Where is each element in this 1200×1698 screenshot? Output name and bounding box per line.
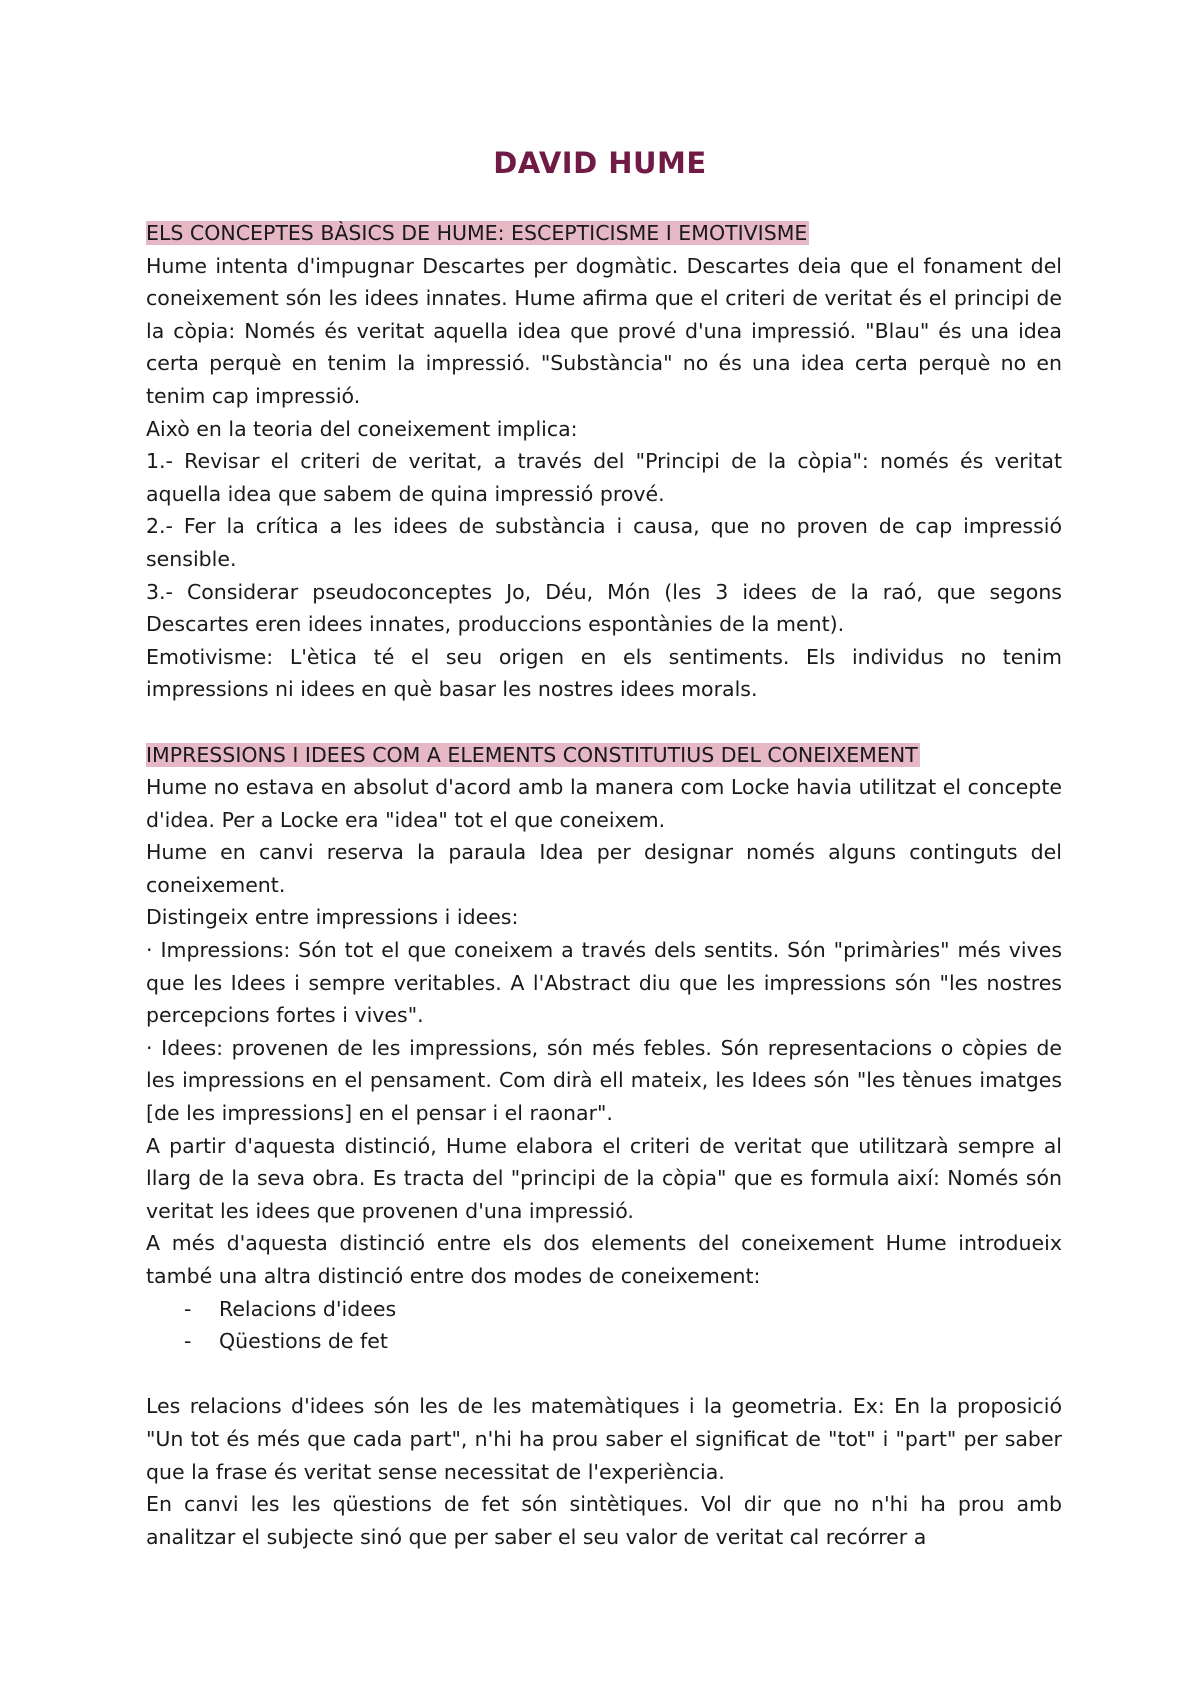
section-heading-basic-concepts [146,217,1062,250]
bullet-paragraph: · Idees: provenen de les impressions, són més febles. Són representacions o còpies de les impressions en el pensament. Com dirà ell mateix, les Idees són "les tènues imatges [de les impressions] en el pensar i el raonar". [146,1035,1062,1126]
list-item-text: Qüestions de fet [219,1329,388,1354]
paragraph: En canvi les les qüestions de fet són sintètiques. Vol dir que no n'hi ha prou amb analitzar el subjecte sinó que per saber el seu valor de veritat cal recórrer a [146,1492,1062,1549]
section-heading-text: IMPRESSIONS I IDEES COM A ELEMENTS CONSTITUTIUS DEL CONEIXEMENT [146,742,918,767]
numbered-paragraph: 2.- Fer la crítica a les idees de substància i causa, que no proven de cap impressió sensible. [146,514,1062,571]
paragraph: Hume intenta d'impugnar Descartes per dogmàtic. Descartes deia que el fonament del coneixement són les idees innates. Hume afirma que el criteri de veritat és el principi de la còpia: Només és veritat aquella idea que prové d'una impressió. "Blau" és una idea certa perquè en tenim la impressió. "Substància" no és una idea certa perquè no en tenim cap impressió. [146,253,1062,408]
paragraph: A més d'aquesta distinció entre els dos elements del coneixement Hume introdueix també una altra distinció entre dos modes de coneixement: [146,1231,1062,1288]
paragraph: Hume en canvi reserva la paraula Idea per designar només alguns continguts del coneixement. [146,840,1062,897]
paragraph: Això en la teoria del coneixement implica: [146,416,578,441]
paragraph: Distingeix entre impressions i idees: [146,905,519,930]
numbered-paragraph: 3.- Considerar pseudoconceptes Jo, Déu, Món (les 3 idees de la raó, que segons Descartes eren idees innates, produccions espontànies de la ment). [146,579,1062,637]
document-body [146,217,1062,1553]
dash-marker: - [184,1296,192,1321]
dash-marker: - [184,1329,192,1354]
list-item-text: Relacions d'idees [219,1296,397,1321]
paragraph: Les relacions d'idees són les de les matemàtiques i la geometria. Ex: En la proposició "Un tot és més que cada part", n'hi ha prou saber el significat de "tot" i "part" per saber que la frase és veritat sense necessitat de l'experiència. [146,1394,1062,1484]
numbered-paragraph: 1.- Revisar el criteri de veritat, a través del "Principi de la còpia": només és veritat aquella idea que sabem de quina impressió prové. [146,449,1062,506]
list-item [146,1325,1062,1358]
paragraph: Emotivisme: L'ètica té el seu origen en els sentiments. Els individus no tenim impressions ni idees en què basar les nostres idees morals. [146,644,1062,702]
blank-line [146,1358,1062,1391]
paragraph: Hume no estava en absolut d'acord amb la manera com Locke havia utilitzat el concepte d'idea. Per a Locke era "idea" tot el que coneixem. [146,775,1062,832]
list-item [146,1293,1062,1326]
section-heading-impressions-ideas [146,739,1062,772]
bullet-paragraph: · Impressions: Són tot el que coneixem a través dels sentits. Són "primàries" més vives que les Idees i sempre veritables. A l'Abstract diu que les impressions són "les nostres percepcions fortes i vives". [146,938,1062,1028]
paragraph: A partir d'aquesta distinció, Hume elabora el criteri de veritat que utilitzarà sempre al llarg de la seva obra. Es tracta del "principi de la còpia" que es formula així: Només són veritat les idees que provenen d'una impressió. [146,1133,1062,1223]
page-title: DAVID HUME [493,146,707,180]
blank-line [146,706,1062,739]
knowledge-modes-list [146,1293,1062,1358]
section-heading-text: ELS CONCEPTES BÀSICS DE HUME: ESCEPTICISME I EMOTIVISME [146,221,808,245]
